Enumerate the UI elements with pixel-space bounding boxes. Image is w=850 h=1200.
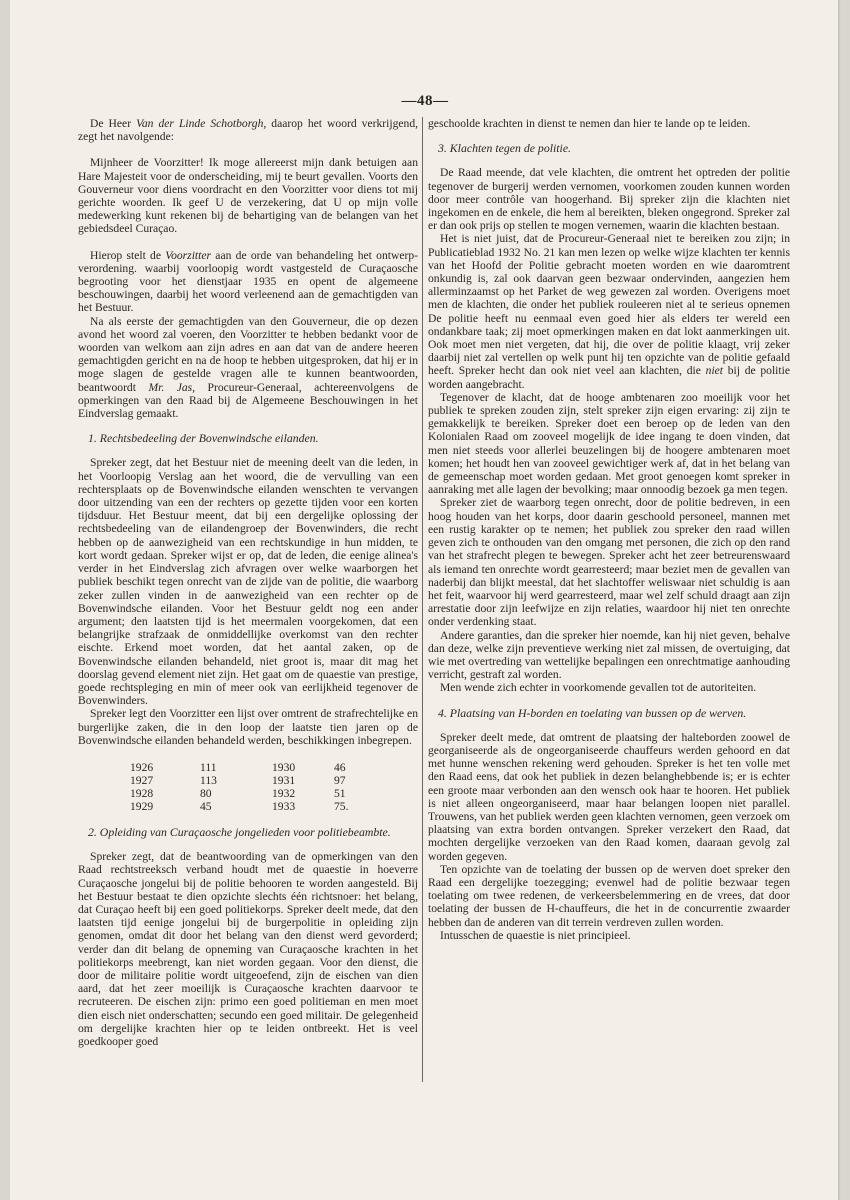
table-cell: 45 — [200, 799, 212, 813]
table-cell: 97 — [334, 773, 346, 787]
section-4-paragraph-1: Spreker deelt mede, dat omtrent de plaatsing der halteborden zoowel de georganiseerde als de ongeorganiseerde chauffeurs werden gehoord en dat met hunne wenschen rekening werd gehouden. Spreker is het ten volle met den Raad eens, dat ook het publiek in dezen belanghebbende is; er is echter een groote maar verbonden aan den wensch ook haar te hooren. Het publiek is niet alleen ongeorganiseerd, maar haar belangen loopen niet parallel. Trouwens, van het publiek werden geen klachten vernomen, geen verzoek om plaatsing van extra borden ontvangen. Spreker verzekert den Raad, dat mochten dergelijke verzoeken van den Raad komen, daaraan gevolg zal worden gegeven. — [428, 730, 790, 863]
intro-text-a: De Heer — [90, 117, 137, 130]
section-1-list-paragraph: Spreker legt den Voorzitter een lijst over omtrent de strafrechtelijke en burgerlijke zaken, die in den loop der laatste tien jaren op de Bovenwindsche eilanden behandeld werden, beschikkingen inbegrepen. — [78, 707, 418, 747]
section-3-paragraph-2 — [428, 232, 790, 390]
table-cell: 1928 — [130, 786, 154, 800]
section-3-text-b: bij de politie worden aangebracht. — [428, 364, 790, 391]
section-3-paragraph-1: De Raad meende, dat vele klachten, die omtrent het optreden der politie tegenover de burgerij werden vernomen, voorkomen zouden kunnen worden door meer contrôle van hoogerhand. Bij spreker zijn die klachten niet ingekomen en de enkele, die hem al bereikten, bleken ongegrond. Spreker zal er dan ook prijs op stellen te mogen vernemen, waarin die klachten bestaan. — [428, 166, 790, 233]
answer-text-a: Na als eerste der gemachtigden van den Gouverneur, die op dezen avond het woord zal voeren, den Voorzitter te hebben bedankt voor de woorden van welkom aan zijn adres en aan dat van de andere heeren gemachtigden gericht en na de hoop te hebben uitgesproken, dat hij er in moge slagen de gestelde vragen alle te kunnen beantwoorden, beantwoordt — [78, 314, 418, 394]
table-row — [130, 761, 349, 774]
continuation-paragraph: geschoolde krachten in dienst te nemen dan hier te lande op te leiden. — [428, 117, 751, 130]
table-cell: 80 — [200, 786, 212, 800]
jas-name: Mr. Jas, — [148, 380, 196, 394]
section-3-paragraph-4: Spreker ziet de waarborg tegen onrecht, door de politie bedreven, in een hoog houden van het korps, door daarin geschoold personeel, mannen met een rustig karakter op te nemen; het publiek zou spreker den raad willen geven zich te onthouden van den omgang met personen, die zich op den rand van het strafrecht plegen te bewegen. Spreker acht het zeer betreurenswaard als iemand ten onrechte wordt gearresteerd; maar beziet men de gevallen van naderbij dan blijkt meestal, dat het slachtoffer weliswaar niet schuldig is aan het feit, waarvoor hij werd gearresteerd, maar wel zelf schuld draagt aan zijn arrestatie door zijn leefwijze en zijn relaties, waardoor hij niet ten onrechte onder verdenking staat. — [428, 496, 790, 629]
page-number: —48— — [401, 93, 449, 109]
section-heading-1: 1. Rechtsbedeeling der Bovenwindsche eilanden. — [88, 431, 319, 446]
table-row — [130, 787, 349, 800]
table-cell: 1933 — [272, 799, 296, 813]
section-heading-2: 2. Opleiding van Curaçaosche jongelieden voor politiebeambte. — [88, 824, 391, 839]
table-cell: 1930 — [272, 760, 296, 774]
answer-paragraph — [78, 315, 418, 421]
section-3-paragraph-3: Tegenover de klacht, dat de hooge ambtenaren zoo moeilijk voor het publiek te spreken zouden zijn, stelt spreker zijn eigen ervaring: zij zijn te gemakkelijk te bereiken. Spreker doet een beroep op de leden van den Kolonialen Raad om zooveel mogelijk de idee ingang te doen vinden, dat men niet steeds voor allerlei beuzelingen bij de hoogere ambtenaren moet komen; het houdt hen van zooveel gewichtiger werk af, dat in het belang van de gemeenschap moet worden gedaan. Met groot genoegen komt spreker in aanraking met alle lagen der bevolking; maar onnoodig bezoek ga men tegen. — [428, 390, 790, 497]
table-cell: 111 — [200, 760, 217, 774]
answer-text-b: Procureur-Generaal, achtereenvolgens de opmerkingen van den Raad bij de Algemeene Beschouwingen in het Eindverslag gemaakt. — [78, 380, 418, 421]
intro-text-b: daarop het woord verkrijgend, zegt het navolgende: — [78, 117, 419, 144]
intro-paragraph — [78, 117, 418, 143]
table-row — [130, 774, 349, 787]
agenda-text-a: Hierop stelt de — [90, 248, 166, 262]
section-3-paragraph-6: Men wende zich echter in voorkomende gevallen tot de autoriteiten. — [440, 681, 757, 695]
section-4-paragraph-2: Ten opzichte van de toelating der bussen op de werven doet spreker den Raad een dergelijke toezegging; evenwel had de politie bezwaar tegen toelating om twee redenen, de verkeersbelemmering en de vrees, dat door toelating der bussen de H-chauffeurs, die het in de concurrentie zwaarder hebben dan de anderen van dit terrein verdreven zullen worden. — [428, 862, 790, 929]
table-cell: 1926 — [130, 760, 154, 774]
chairman-label: Voorzitter — [165, 248, 212, 262]
speaker-name: Van der Linde Schotborgh, — [136, 117, 267, 130]
section-1-paragraph: Spreker zegt, dat het Bestuur niet de meening deelt van die leden, in het Voorloopig Verslag aan het woord, die de vervulling van een rechtersplaats op de Bovenwindsche eilanden wenschten te vervangen door uitzending van een der rechters op gezette tijden voor een korten tijdsduur. Het Bestuur meent, dat bij een dergelijke oplossing der rechtsbedeeling van de eilandengroep der Bovenwinders, die recht hebben op de aanwezigheid van een rechtskundige in hun midden, te kort wordt gedaan. Spreker wijst er op, dat de leden, die eenige alinea's verder in het Eindverslag zich afvragen over welke waarborgen het publiek beschikt tegen onrecht van de zijde van de politie, die waarborg zeker zullen vinden in de aanwezigheid van een rechter op de Bovenwindsche eilanden. Voor het Bestuur geldt nog een ander argument; den laatsten tijd is het meermalen voorgekomen, dat een belangrijke strafzaak de onmiddellijke overkomst van den rechter eischte. Erkend moet worden, dat het aantal zaken, op de Bovenwindsche eilanden behandeld, niet groot is, maar dit mag het doorslag gevend element niet zijn. Het gaat om de quaestie van prestige, goede rechtspleging en min of meer ook van eerlijkheid tegenover de Bovenwinders. — [78, 456, 418, 708]
agenda-text-b: aan de orde van behandeling het ontwerp-verordening. waarbij voorloopig wordt vastgesteld de Curaçaosche begrooting voor het dienstjaar 1935 en opent de algemeene beschouwingen, daarbij het woord verleenend aan de gemachtigden van het Bestuur. — [78, 248, 418, 315]
table-row — [130, 800, 349, 813]
right-column — [428, 117, 790, 942]
section-2-paragraph: Spreker zegt, dat de beantwoording van de opmerkingen van den Raad rechtstreeksch verband houdt met de quaestie in hoeverre Curaçaosche jongelui bij de politie behooren te worden aangesteld. Bij het Bestuur bestaat te dien opzichte slechts één richtsnoer: het belang, dat Curaçao heeft bij een goed politiekorps. Spreker deelt mede, dat den laatsten tijd eenige jongelui bij de burgerpolitie in opleiding zijn genomen, omdat dit door het belang van den dienst werd gevorderd; verder dan dit belang de opneming van Curaçaosche krachten in het politiekorps meebrengt, kan niet worden gegaan. Voor den dienst, die door de militaire politie wordt uitgeoefend, zijn de eischen van dien aard, dat het zeer moeilijk is Curaçaosche krachten daarvoor te recruteeren. De eischen zijn: primo een goed politieman en men moet dien eisch niet onderschatten; secundo een goed militair. De gelegenheid om dergelijke krachten hier op te leiden ontbreekt. Het is veel goedkooper goed — [78, 850, 418, 1048]
section-heading-3: 3. Klachten tegen de politie. — [438, 141, 572, 156]
section-4-paragraph-3: Intusschen de quaestie is niet principieel. — [440, 928, 631, 942]
table-cell: 46 — [334, 760, 346, 774]
section-3-text-a: Het is niet juist, dat de Procureur-Generaal niet te bereiken zou zijn; in Publicatieblad 1932 No. 21 kan men lezen op welke wijze klachten ter kennis van het Hoofd der Politie gebracht moeten worden en wie daaromtrent onkundig is, zal ook daarvan geen bezwaar ondervinden, aangezien hem allerminzaamst op het Parket de weg gewezen zal worden. Overigens moet men de klachten, die onder het publiek rouleeren niet al te serieus opnemen De politie heeft nu eenmaal even goed hier als elders ter wereld een ondankbare taak; zij moet opmerkingen maken en dat lokt aanmerkingen uit. Ook moet men niet vergeten, dat hij, die over de politie klaagt, vrij zeker daarbij niet zal vertellen op welk punt hij ten opzichte van de politie gefaald heeft. Spreker hecht dan ook niet veel aan klachten, die — [428, 232, 790, 378]
table-cell: 75. — [334, 799, 349, 813]
emphasis-niet: niet — [705, 364, 724, 378]
cases-table — [130, 761, 349, 813]
left-column — [78, 117, 418, 1048]
table-cell: 1931 — [272, 773, 296, 787]
section-heading-4: 4. Plaatsing van H-borden en toelating van bussen op de werven. — [438, 705, 747, 720]
table-cell: 1927 — [130, 773, 154, 787]
table-cell: 51 — [334, 786, 346, 800]
agenda-paragraph — [78, 249, 418, 315]
section-3-paragraph-5: Andere garanties, dan die spreker hier noemde, kan hij niet geven, behalve dan deze, welke zijn preventieve werking niet zal missen, de overtuiging, dat wie met overtreding van wettelijke bepalingen een onrechtmatige aanhouding verricht, gestraft zal worden. — [428, 628, 790, 682]
table-cell: 113 — [200, 773, 217, 787]
table-cell: 1929 — [130, 799, 154, 813]
column-divider — [422, 117, 423, 1082]
table-cell: 1932 — [272, 786, 296, 800]
speech-paragraph: Mijnheer de Voorzitter! Ik moge allereerst mijn dank betuigen aan Hare Majesteit voor de onderscheiding, mij te beurt gevallen. Voorts den Gouverneur voor diens voordracht en den Voorzitter voor diens tot mij gerichte woorden. Ik geef U de verzekering, dat U op mijn volle medewerking kunt rekenen bij de behartiging van de belangen van het gebiedsdeel Curaçao. — [78, 156, 418, 236]
